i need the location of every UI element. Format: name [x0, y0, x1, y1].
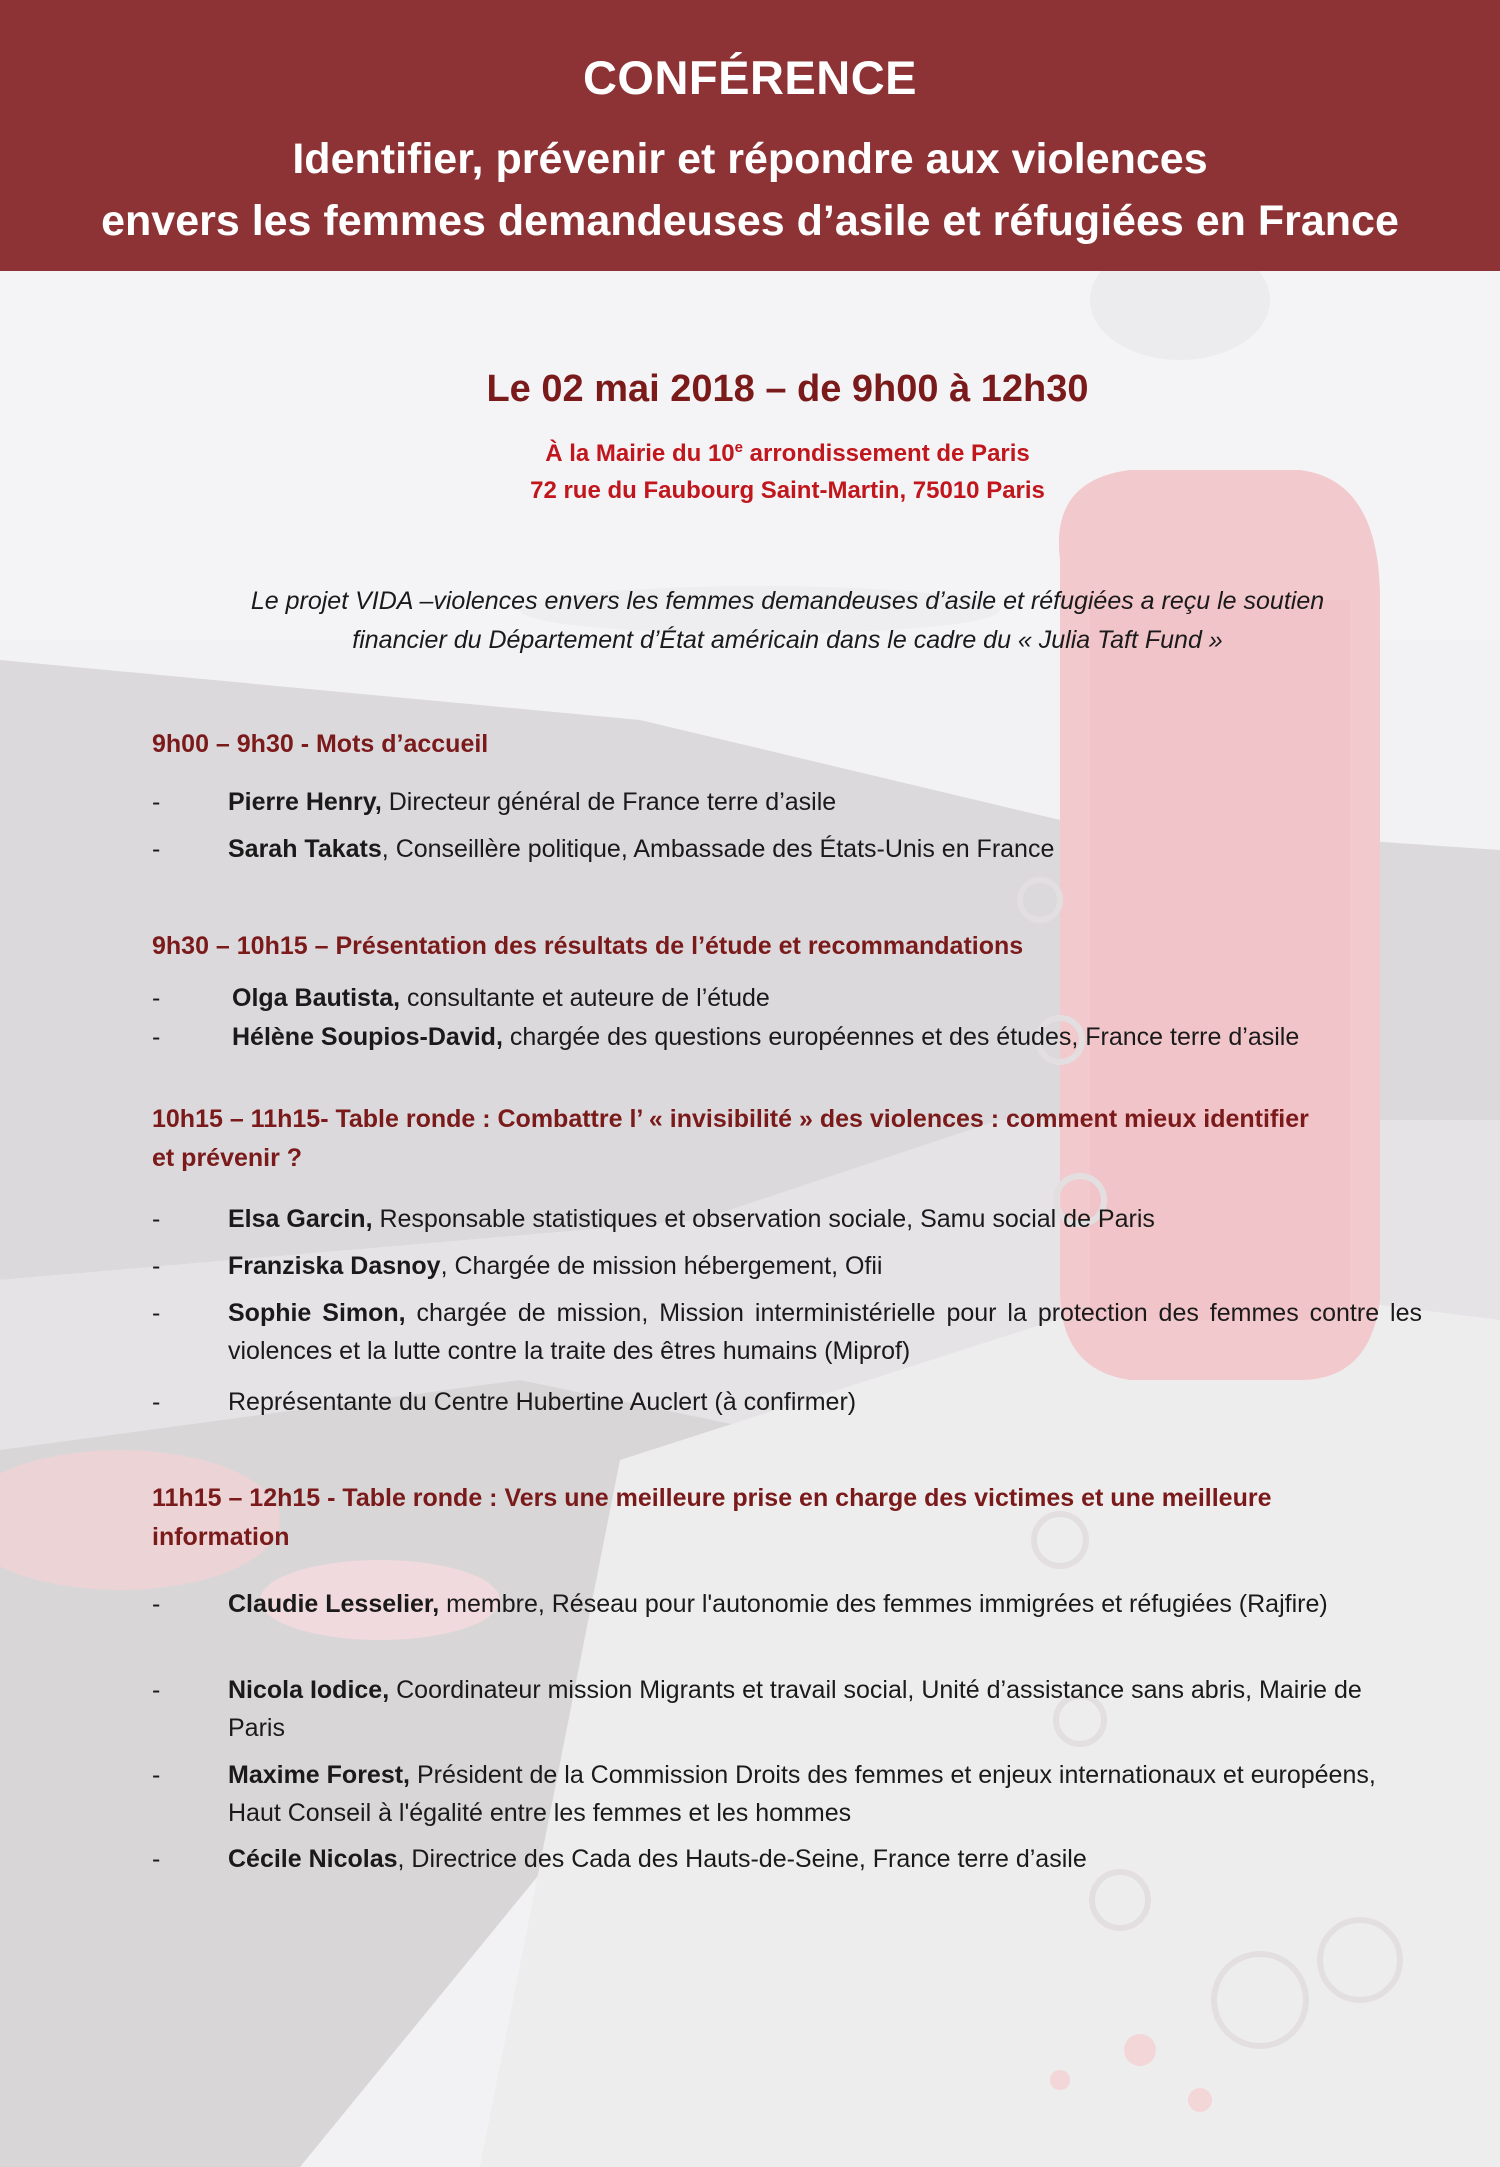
- speaker-text: [228, 1200, 1422, 1238]
- speaker-role: , Chargée de mission hébergement, Ofii: [440, 1252, 883, 1280]
- section-title-welcome: 9h00 – 9h30 - Mots d’accueil: [152, 730, 489, 758]
- speaker-name: Nicola Iodice,: [228, 1676, 390, 1704]
- speaker-role: Président de la Commission Droits des femmes et enjeux internationaux et européens, Haut Conseil à l'égalité entre les femmes et les hommes: [228, 1761, 1376, 1827]
- list-dash: -: [152, 1205, 161, 1233]
- list-dash: -: [152, 835, 161, 863]
- speaker-text: [228, 830, 1422, 868]
- speaker-text: [228, 783, 1422, 821]
- speaker-text: [228, 1383, 1422, 1421]
- speaker-text: [228, 1756, 1382, 1832]
- speaker-text: [228, 1585, 1382, 1623]
- list-dash: -: [152, 1845, 161, 1873]
- speaker-text: [232, 1018, 1452, 1056]
- speaker-role: Directeur général de France terre d’asile: [381, 788, 837, 816]
- event-date: Le 02 mai 2018 – de 9h00 à 12h30: [486, 368, 1089, 410]
- speaker-text: [228, 1671, 1382, 1747]
- venue-suffix: arrondissement de Paris: [742, 440, 1030, 467]
- project-line-1: Le projet VIDA –violences envers les femmes demandeuses d’asile et réfugiées a reçu le soutien: [250, 587, 1325, 615]
- list-dash: -: [152, 788, 161, 816]
- conference-title-line-2: envers les femmes demandeuses d’asile et réfugiées en France: [101, 197, 1399, 245]
- speaker-name: Olga Bautista,: [232, 984, 401, 1012]
- speaker-text: [232, 979, 1422, 1017]
- speaker-text: [228, 1294, 1422, 1370]
- speaker-role: Représentante du Centre Hubertine Auclert (à confirmer): [228, 1388, 857, 1416]
- venue-superscript: e: [734, 439, 743, 456]
- section-title-roundtable-2: [152, 1479, 1432, 1557]
- speaker-name: Pierre Henry,: [228, 788, 382, 816]
- conference-label: CONFÉRENCE: [582, 51, 918, 104]
- event-venue: [0, 435, 1500, 509]
- venue-prefix: À la Mairie du 10: [545, 440, 735, 467]
- list-dash: -: [152, 1761, 161, 1789]
- conference-title-line-1: Identifier, prévenir et répondre aux violences: [292, 135, 1208, 183]
- project-statement: [150, 582, 1425, 660]
- speaker-role: Coordinateur mission Migrants et travail social, Unité d’assistance sans abris, Mairie de Paris: [228, 1676, 1362, 1742]
- speaker-name: Maxime Forest,: [228, 1761, 411, 1789]
- list-dash: -: [152, 1590, 161, 1618]
- section-title-line-2: information: [152, 1523, 290, 1551]
- speaker-text: [228, 1247, 1422, 1285]
- section-title-line-1: 11h15 – 12h15 - Table ronde : Vers une meilleure prise en charge des victimes et une meilleure: [152, 1484, 1272, 1512]
- list-dash: -: [152, 1252, 161, 1280]
- speaker-role: chargée des questions européennes et des études, France terre d’asile: [502, 1023, 1300, 1051]
- speaker-role: chargée de mission, Mission interministérielle pour la protection des femmes contre les violences et la lutte contre la traite des êtres humains (Miprof): [228, 1299, 1423, 1365]
- section-title-line-2: et prévenir ?: [152, 1144, 303, 1172]
- list-dash: -: [152, 1388, 161, 1416]
- venue-address: 72 rue du Faubourg Saint-Martin, 75010 Paris: [530, 477, 1045, 504]
- speaker-name: Franziska Dasnoy: [228, 1252, 441, 1280]
- speaker-name: Elsa Garcin,: [228, 1205, 373, 1233]
- speaker-name: Sophie Simon,: [228, 1299, 406, 1327]
- list-dash: -: [152, 984, 161, 1012]
- speaker-name: Claudie Lesselier,: [228, 1590, 440, 1618]
- list-dash: -: [152, 1676, 161, 1704]
- speaker-text: [228, 1840, 1422, 1878]
- project-line-2: financier du Département d’État américain dans le cadre du « Julia Taft Fund »: [352, 626, 1223, 654]
- section-title-roundtable-1: [152, 1100, 1462, 1178]
- speaker-role: consultante et auteure de l’étude: [400, 984, 770, 1012]
- speaker-name: Sarah Takats: [228, 835, 382, 863]
- venue-line: [0, 435, 1500, 472]
- section-title-results: 9h30 – 10h15 – Présentation des résultats de l’étude et recommandations: [152, 932, 1024, 960]
- speaker-name: Hélène Soupios-David,: [232, 1023, 503, 1051]
- speaker-name: Cécile Nicolas: [228, 1845, 398, 1873]
- speaker-role: , Conseillère politique, Ambassade des États-Unis en France: [381, 835, 1055, 863]
- speaker-role: Responsable statistiques et observation sociale, Samu social de Paris: [372, 1205, 1155, 1233]
- speaker-role: , Directrice des Cada des Hauts-de-Seine, France terre d’asile: [397, 1845, 1087, 1873]
- list-dash: -: [152, 1023, 161, 1051]
- list-dash: -: [152, 1299, 161, 1327]
- speaker-role: membre, Réseau pour l'autonomie des femmes immigrées et réfugiées (Rajfire): [439, 1590, 1328, 1618]
- section-title-line-1: 10h15 – 11h15- Table ronde : Combattre l’ « invisibilité » des violences : comment mieux identifier: [152, 1105, 1309, 1133]
